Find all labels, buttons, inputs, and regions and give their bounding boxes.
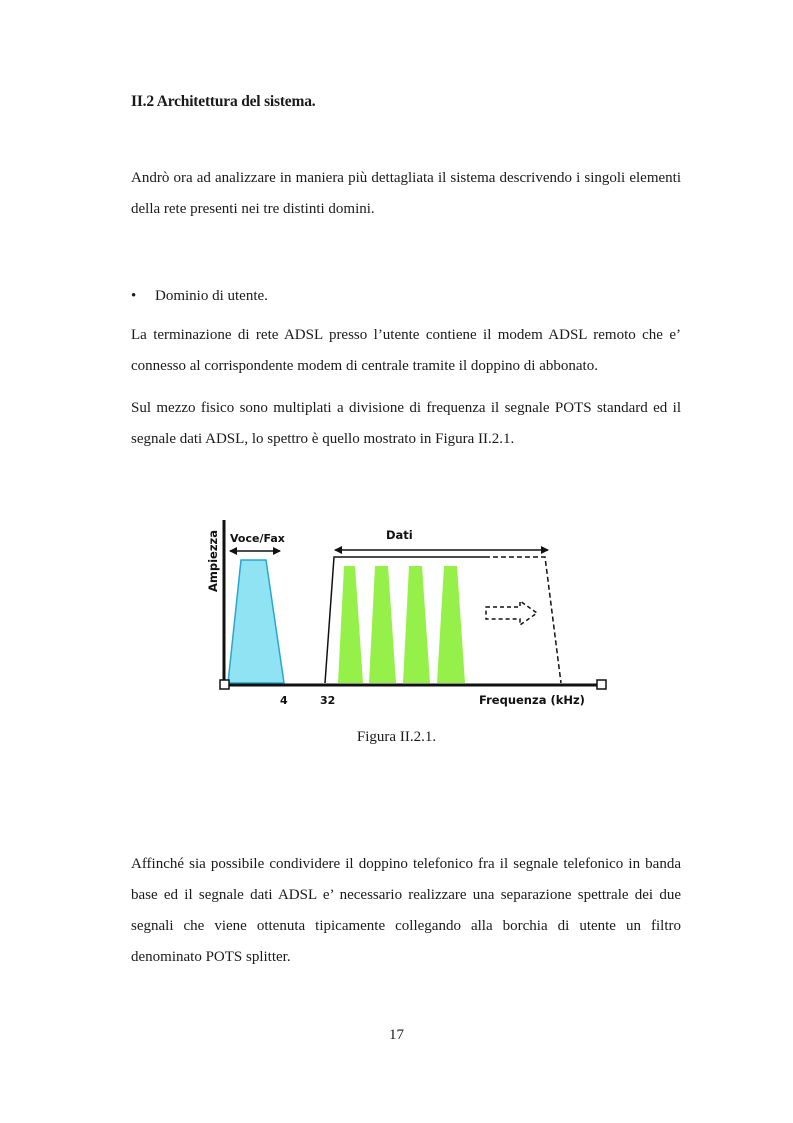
intro-line-2: della rete presenti nei tre distinti domini.	[131, 201, 375, 217]
voice-band-shape	[228, 560, 284, 683]
bullet-label: Dominio di utente.	[155, 288, 268, 304]
paragraph-splitter-line-4: denominato POTS splitter.	[131, 949, 291, 965]
paragraph-terminazione-line-2: connesso al corrispondente modem di centrale tramite il doppino di abbonato.	[131, 358, 598, 374]
figure-caption: Figura II.2.1.	[356, 729, 437, 745]
paragraph-splitter-line-3: segnali che viene ottenuta tipicamente collegando alla borchia di utente un filtro	[131, 918, 681, 934]
section-heading: II.2 Architettura del sistema.	[131, 93, 316, 110]
dashed-arrow-icon	[486, 601, 537, 625]
data-subband-2	[369, 566, 396, 683]
data-subband-3	[403, 566, 430, 683]
paragraph-splitter	[131, 849, 681, 973]
paragraph-splitter-line-1: Affinché sia possibile condividere il doppino telefonico fra il segnale telefonico in banda	[131, 856, 681, 872]
paragraph-spettro	[131, 393, 681, 455]
paragraph-terminazione	[131, 320, 681, 382]
bullet-icon: •	[131, 288, 137, 304]
intro-paragraph	[131, 163, 681, 225]
x-axis-label: Frequenza (kHz)	[479, 693, 585, 707]
page-number: 17	[389, 1027, 404, 1043]
data-band-label: Dati	[386, 528, 413, 542]
y-axis-label: Ampiezza	[206, 529, 220, 592]
paragraph-splitter-line-2: base ed il segnale dati ADSL e’ necessario realizzare una separazione spettrale dei due	[131, 887, 681, 903]
bullet-item-dominio-utente	[131, 288, 268, 305]
data-subband-1	[338, 566, 363, 683]
paragraph-spettro-line-1: Sul mezzo fisico sono multiplati a divisione di frequenza il segnale POTS standard ed il	[131, 400, 681, 416]
adsl-spectrum-figure	[200, 520, 620, 710]
tick-label-4: 4	[280, 694, 288, 707]
paragraph-spettro-line-2: segnale dati ADSL, lo spettro è quello mostrato in Figura II.2.1.	[131, 431, 515, 447]
data-subband-4	[437, 566, 465, 683]
x-axis-end-marker	[597, 680, 606, 689]
intro-line-1: Andrò ora ad analizzare in maniera più dettagliata il sistema descrivendo i singoli elementi	[131, 170, 681, 186]
paragraph-terminazione-line-1: La terminazione di rete ADSL presso l’utente contiene il modem ADSL remoto che e’	[131, 327, 681, 343]
voice-band-label: Voce/Fax	[230, 532, 285, 545]
tick-label-32: 32	[320, 694, 336, 707]
data-band-envelope-dashed	[485, 557, 561, 683]
origin-marker	[220, 680, 229, 689]
